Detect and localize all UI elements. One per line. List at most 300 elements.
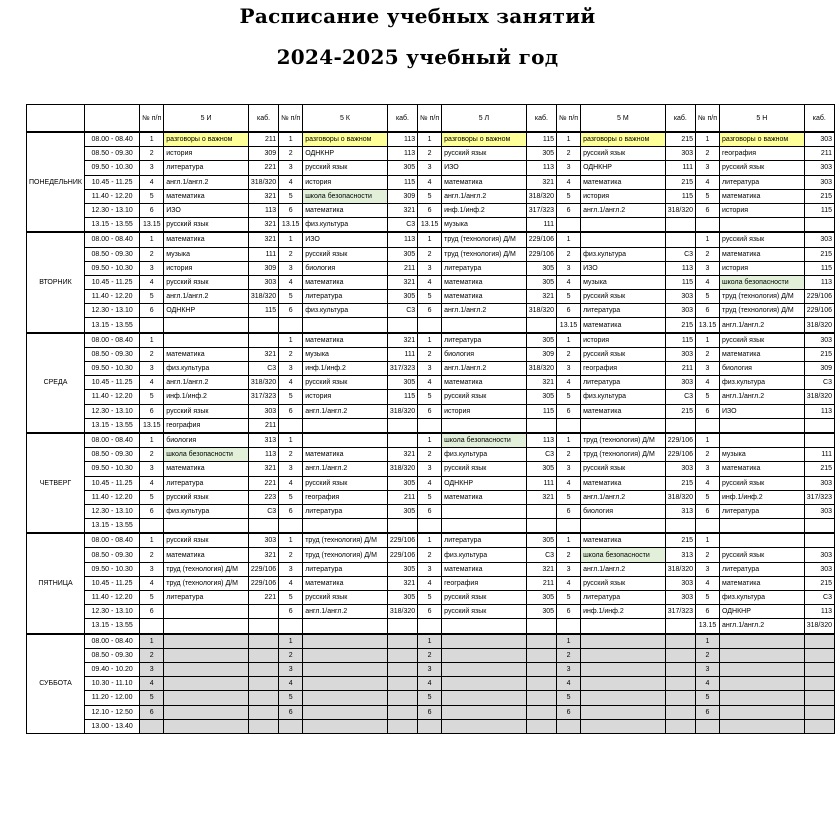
lesson-time: 08.00 - 08.40 (84, 132, 139, 147)
lesson-row (27, 347, 835, 361)
lesson-time: 09.50 - 10.30 (84, 161, 139, 175)
subject: литература (303, 562, 388, 576)
cabinet: 309 (526, 347, 556, 361)
cabinet: 115 (526, 132, 556, 147)
cabinet: 113 (248, 203, 278, 217)
subject: музыка (581, 275, 666, 289)
lesson-number (696, 418, 720, 433)
subject: русский язык (164, 533, 249, 548)
cabinet (248, 662, 278, 676)
subject: русский язык (303, 161, 388, 175)
lesson-number: 5 (418, 591, 442, 605)
cabinet: 115 (526, 404, 556, 418)
lesson-number: 3 (557, 261, 581, 275)
cabinet: 215 (804, 247, 834, 261)
lesson-number: 6 (696, 203, 720, 217)
subject: литература (442, 261, 527, 275)
lesson-number: 3 (696, 261, 720, 275)
cabinet: 303 (665, 290, 695, 304)
cabinet (387, 418, 417, 433)
cabinet: 111 (248, 247, 278, 261)
lesson-number: 4 (418, 275, 442, 289)
lesson-time: 11.20 - 12.00 (84, 691, 139, 705)
subject: математика (442, 376, 527, 390)
timetable (26, 104, 835, 734)
lesson-number: 3 (418, 462, 442, 476)
subject: англ.1/англ.2 (303, 462, 388, 476)
subject (442, 318, 527, 333)
cabinet: 229/106 (387, 548, 417, 562)
cabinet: 321 (526, 376, 556, 390)
lesson-time: 13.15 - 13.55 (84, 318, 139, 333)
cabinet: 318/320 (804, 318, 834, 333)
subject (442, 634, 527, 649)
cabinet (387, 519, 417, 534)
lesson-number: 5 (279, 490, 303, 504)
lesson-number: 2 (557, 448, 581, 462)
subject (442, 677, 527, 691)
cabinet: 303 (804, 333, 834, 348)
lesson-number (279, 719, 303, 733)
subject: школа безопасности (442, 433, 527, 448)
cabinet (526, 619, 556, 634)
lesson-time: 11.40 - 12.20 (84, 490, 139, 504)
subject: русский язык (720, 476, 805, 490)
cabinet: 305 (387, 476, 417, 490)
lesson-number: 3 (279, 662, 303, 676)
lesson-number: 3 (696, 562, 720, 576)
cabinet: 318/320 (804, 619, 834, 634)
subject: англ.1/англ.2 (442, 304, 527, 318)
lesson-time: 11.40 - 12.20 (84, 591, 139, 605)
cabinet: 321 (248, 462, 278, 476)
subject: физ.культура (720, 591, 805, 605)
lesson-number: 4 (557, 376, 581, 390)
subject: русский язык (581, 147, 666, 161)
lesson-number: 2 (279, 247, 303, 261)
cabinet: 113 (665, 261, 695, 275)
lesson-number: 4 (140, 175, 164, 189)
cabinet: 305 (526, 275, 556, 289)
subject: математика (303, 203, 388, 217)
subject: биология (581, 504, 666, 518)
cabinet: С3 (665, 247, 695, 261)
lesson-number: 4 (696, 175, 720, 189)
lesson-number: 2 (279, 448, 303, 462)
lesson-number: 2 (696, 648, 720, 662)
subject: математика (442, 275, 527, 289)
lesson-number: 3 (418, 562, 442, 576)
subject: разговоры о важном (720, 132, 805, 147)
cabinet: 303 (804, 562, 834, 576)
lesson-number: 6 (140, 304, 164, 318)
lesson-number: 1 (418, 333, 442, 348)
cabinet (804, 662, 834, 676)
day-name: ВТОРНИК (27, 232, 85, 332)
cabinet (387, 705, 417, 719)
subject: русский язык (303, 476, 388, 490)
lesson-row (27, 247, 835, 261)
cabinet: 321 (526, 175, 556, 189)
cabinet (804, 533, 834, 548)
subject (581, 418, 666, 433)
cabinet (387, 634, 417, 649)
lesson-number: 4 (418, 677, 442, 691)
subject: география (442, 576, 527, 590)
lesson-number: 2 (418, 147, 442, 161)
subject (720, 533, 805, 548)
subject (720, 634, 805, 649)
lesson-number: 1 (279, 533, 303, 548)
lesson-number: 6 (557, 504, 581, 518)
cabinet: 215 (804, 347, 834, 361)
subject: биология (303, 261, 388, 275)
subject: математика (303, 333, 388, 348)
lesson-time: 13.00 - 13.40 (84, 719, 139, 733)
lesson-number: 5 (279, 189, 303, 203)
subject (303, 433, 388, 448)
cabinet: 113 (248, 448, 278, 462)
cabinet: 318/320 (526, 189, 556, 203)
day-name: ПЯТНИЦА (27, 533, 85, 633)
cabinet: 318/320 (665, 490, 695, 504)
lesson-row (27, 519, 835, 534)
lesson-number: 3 (279, 161, 303, 175)
lesson-number: 3 (418, 161, 442, 175)
lesson-number: 1 (279, 232, 303, 247)
subject: англ.1/англ.2 (164, 175, 249, 189)
lesson-number: 6 (279, 504, 303, 518)
cabinet: 318/320 (387, 404, 417, 418)
cabinet: 317/323 (248, 390, 278, 404)
lesson-number: 4 (696, 376, 720, 390)
cabinet (526, 705, 556, 719)
subject: русский язык (581, 462, 666, 476)
cabinet: 115 (387, 390, 417, 404)
lesson-number: 3 (557, 562, 581, 576)
lesson-number: 6 (418, 404, 442, 418)
cabinet: 303 (804, 232, 834, 247)
lesson-number: 3 (696, 662, 720, 676)
lesson-number: 1 (557, 132, 581, 147)
lesson-time: 08.50 - 09.30 (84, 147, 139, 161)
cabinet: 229/106 (804, 290, 834, 304)
cabinet (526, 662, 556, 676)
cabinet: 215 (665, 404, 695, 418)
subject: русский язык (164, 275, 249, 289)
cabinet: 303 (248, 533, 278, 548)
lesson-time: 08.50 - 09.30 (84, 347, 139, 361)
lesson-row (27, 147, 835, 161)
lesson-number: 5 (279, 591, 303, 605)
subject: математика (720, 347, 805, 361)
subject: англ.1/англ.2 (581, 203, 666, 217)
lesson-row (27, 218, 835, 233)
subject: литература (581, 591, 666, 605)
subject: физ.культура (720, 376, 805, 390)
cabinet (526, 677, 556, 691)
subject: физ.культура (442, 548, 527, 562)
page-title: Расписание учебных занятий (239, 4, 596, 28)
cabinet: 113 (526, 433, 556, 448)
subject: труд (технология) Д/М (442, 232, 527, 247)
lesson-number: 2 (696, 548, 720, 562)
cabinet: 303 (665, 304, 695, 318)
lesson-number (418, 619, 442, 634)
day-name: ПОНЕДЕЛЬНИК (27, 132, 85, 232)
subject (720, 677, 805, 691)
subject (442, 719, 527, 733)
lesson-number: 3 (279, 562, 303, 576)
cabinet (526, 318, 556, 333)
lesson-time: 10.30 - 11.10 (84, 677, 139, 691)
subject (303, 677, 388, 691)
cabinet (248, 677, 278, 691)
subject: история (164, 147, 249, 161)
subject (720, 433, 805, 448)
subject: история (581, 189, 666, 203)
lesson-number: 5 (140, 390, 164, 404)
lesson-number: 5 (140, 691, 164, 705)
cabinet: 303 (804, 504, 834, 518)
cabinet: 229/106 (665, 448, 695, 462)
cabinet (248, 648, 278, 662)
subject: математика (720, 462, 805, 476)
lesson-number: 3 (696, 161, 720, 175)
lesson-number: 1 (418, 132, 442, 147)
lesson-row (27, 390, 835, 404)
lesson-row (27, 677, 835, 691)
subject (303, 691, 388, 705)
lesson-time: 12.30 - 13.10 (84, 504, 139, 518)
cabinet: 113 (804, 404, 834, 418)
subject: русский язык (164, 218, 249, 233)
lesson-number: 2 (279, 147, 303, 161)
cabinet: 317/323 (387, 362, 417, 376)
lesson-number: 1 (418, 634, 442, 649)
cabinet: 317/323 (665, 605, 695, 619)
lesson-number: 1 (140, 433, 164, 448)
lesson-number: 5 (418, 390, 442, 404)
cabinet (804, 691, 834, 705)
subject: литература (442, 533, 527, 548)
subject (720, 218, 805, 233)
subject: инф.1/инф.2 (442, 203, 527, 217)
lesson-number: 3 (279, 362, 303, 376)
subject: география (720, 147, 805, 161)
lesson-row (27, 662, 835, 676)
lesson-number: 2 (279, 347, 303, 361)
cabinet: 211 (248, 418, 278, 433)
lesson-number: 3 (557, 161, 581, 175)
cabinet (665, 634, 695, 649)
lesson-number (557, 519, 581, 534)
subject: биология (164, 433, 249, 448)
cabinet: 321 (248, 218, 278, 233)
cabinet: 229/106 (248, 562, 278, 576)
lesson-number (418, 318, 442, 333)
lesson-time: 11.40 - 12.20 (84, 290, 139, 304)
lesson-number: 4 (696, 576, 720, 590)
cabinet: С3 (526, 448, 556, 462)
lesson-number: 4 (279, 376, 303, 390)
subject (164, 705, 249, 719)
subject: литература (581, 304, 666, 318)
subject (164, 691, 249, 705)
lesson-number: 4 (279, 576, 303, 590)
lesson-number: 6 (557, 404, 581, 418)
subject: литература (720, 175, 805, 189)
cabinet: 305 (526, 333, 556, 348)
cabinet: 215 (665, 476, 695, 490)
lesson-number: 2 (696, 247, 720, 261)
subject: литература (720, 562, 805, 576)
cabinet: 111 (526, 476, 556, 490)
lesson-row (27, 719, 835, 733)
subject: ОДНКНР (581, 161, 666, 175)
cabinet: С3 (387, 218, 417, 233)
cabinet-header: каб. (387, 105, 417, 133)
lesson-time: 12.30 - 13.10 (84, 605, 139, 619)
cabinet (665, 648, 695, 662)
cabinet: 321 (387, 333, 417, 348)
lesson-row (27, 304, 835, 318)
subject (442, 504, 527, 518)
lesson-row (27, 333, 835, 348)
cabinet: 229/106 (804, 304, 834, 318)
lesson-number: 1 (418, 433, 442, 448)
cabinet: 305 (387, 161, 417, 175)
cabinet: 318/320 (665, 203, 695, 217)
lesson-number: 6 (557, 203, 581, 217)
subject: англ.1/англ.2 (164, 290, 249, 304)
lesson-number: 4 (418, 476, 442, 490)
lesson-number (696, 719, 720, 733)
cabinet: 115 (248, 304, 278, 318)
cabinet (387, 433, 417, 448)
cabinet (387, 318, 417, 333)
lesson-number: 2 (418, 448, 442, 462)
lesson-row (27, 275, 835, 289)
lesson-number (279, 619, 303, 634)
subject (164, 318, 249, 333)
subject: математика (720, 247, 805, 261)
lesson-number: 6 (696, 504, 720, 518)
subject (442, 619, 527, 634)
lesson-number: 2 (418, 347, 442, 361)
cabinet: 303 (248, 404, 278, 418)
subject (581, 691, 666, 705)
subject (581, 705, 666, 719)
cabinet (804, 218, 834, 233)
cabinet: 313 (665, 504, 695, 518)
cabinet: 215 (665, 175, 695, 189)
subject: физ.культура (303, 218, 388, 233)
lesson-time: 10.45 - 11.25 (84, 275, 139, 289)
lesson-row (27, 290, 835, 304)
lesson-number: 13.15 (696, 318, 720, 333)
cabinet: 309 (387, 189, 417, 203)
lesson-time: 08.50 - 09.30 (84, 247, 139, 261)
lesson-time: 12.30 - 13.10 (84, 404, 139, 418)
subject: математика (581, 318, 666, 333)
subject: труд (технология) Д/М (164, 562, 249, 576)
lesson-number: 2 (557, 147, 581, 161)
cabinet: С3 (526, 548, 556, 562)
subject: математика (581, 533, 666, 548)
cabinet: 111 (526, 218, 556, 233)
lesson-number: 4 (279, 175, 303, 189)
class-header: 5 Л (442, 105, 527, 133)
lesson-number: 5 (696, 691, 720, 705)
cabinet: 321 (387, 203, 417, 217)
lesson-time: 10.45 - 11.25 (84, 576, 139, 590)
cabinet: 111 (665, 161, 695, 175)
lesson-number: 4 (279, 275, 303, 289)
cabinet (248, 619, 278, 634)
subject: русский язык (720, 232, 805, 247)
cabinet (665, 519, 695, 534)
class-header: 5 Н (720, 105, 805, 133)
lesson-row (27, 161, 835, 175)
lesson-number: 3 (140, 362, 164, 376)
subject: математика (164, 189, 249, 203)
lesson-number: 4 (557, 275, 581, 289)
cabinet: 321 (387, 448, 417, 462)
lesson-number: 6 (696, 304, 720, 318)
lesson-row (27, 705, 835, 719)
subject: география (581, 362, 666, 376)
cabinet: 318/320 (526, 362, 556, 376)
cabinet: 321 (248, 548, 278, 562)
subject (581, 677, 666, 691)
subject (442, 691, 527, 705)
subject: физ.культура (303, 304, 388, 318)
cabinet: 211 (248, 132, 278, 147)
lesson-number: 1 (140, 533, 164, 548)
cabinet (526, 519, 556, 534)
lesson-time: 13.15 - 13.55 (84, 218, 139, 233)
lesson-number: 1 (557, 533, 581, 548)
lesson-time: 08.00 - 08.40 (84, 634, 139, 649)
subject: ИЗО (720, 404, 805, 418)
lesson-row (27, 648, 835, 662)
lesson-time: 09.50 - 10.30 (84, 362, 139, 376)
lesson-number: 1 (696, 433, 720, 448)
lesson-number: 2 (140, 448, 164, 462)
subject: русский язык (442, 462, 527, 476)
lesson-number (140, 719, 164, 733)
cabinet: 305 (387, 376, 417, 390)
subject: математика (164, 462, 249, 476)
school-year: 2024-2025 учебный год (276, 45, 559, 69)
subject: русский язык (442, 605, 527, 619)
lesson-time: 11.40 - 12.20 (84, 189, 139, 203)
subject (303, 719, 388, 733)
subject: литература (164, 591, 249, 605)
subject (720, 705, 805, 719)
lesson-number: 1 (557, 232, 581, 247)
lesson-time: 08.50 - 09.30 (84, 648, 139, 662)
cabinet (526, 719, 556, 733)
lesson-number: 3 (418, 261, 442, 275)
cabinet (665, 705, 695, 719)
subject: ОДНКНР (442, 476, 527, 490)
cabinet (665, 619, 695, 634)
cabinet: 305 (387, 591, 417, 605)
lesson-time: 13.15 - 13.55 (84, 418, 139, 433)
lesson-time: 12.10 - 12.50 (84, 705, 139, 719)
